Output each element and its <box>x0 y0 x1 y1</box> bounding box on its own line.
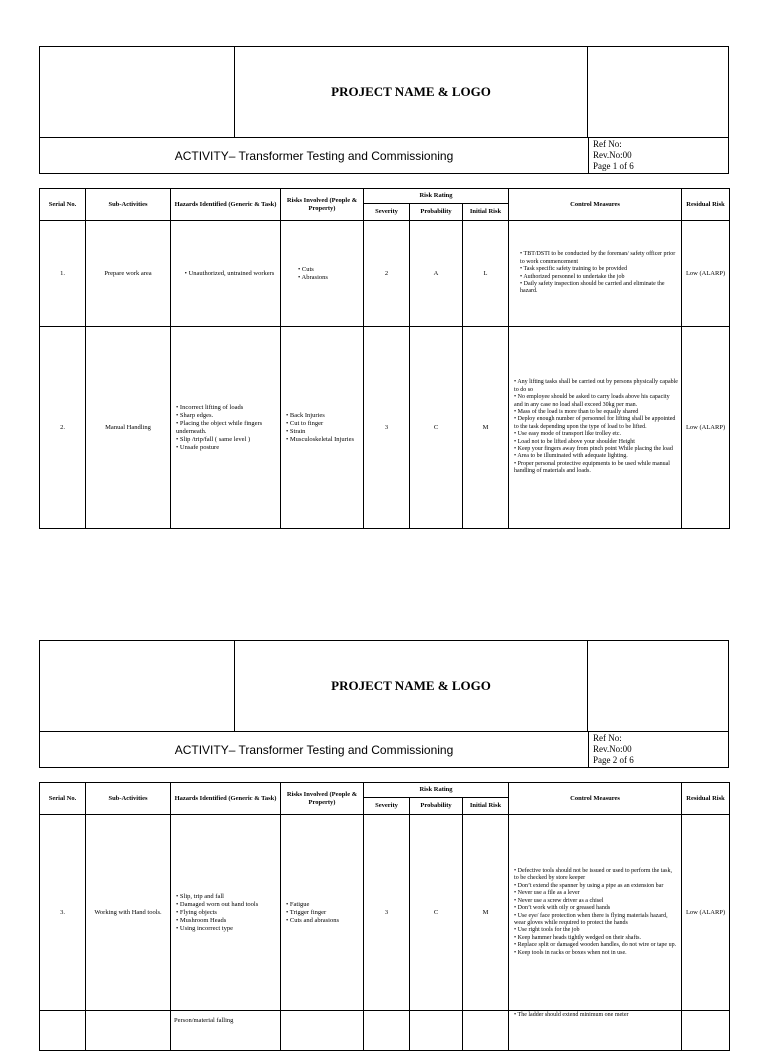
sub-activity-cell: Working with Hand tools. <box>86 815 171 1011</box>
ref-no: Ref No: <box>593 139 622 149</box>
document-header-page-2 <box>39 640 729 768</box>
col-sub-activities: Sub-Activities <box>86 783 171 815</box>
header-activity-band <box>40 732 728 767</box>
probability-cell: C <box>410 327 463 529</box>
header-title-band <box>40 641 728 732</box>
control-item: • Use easy mode of transport like trolley etc. <box>514 431 678 438</box>
control-item: • Keep your fingers away from pinch point While placing the load <box>514 446 678 453</box>
risk-item: • Musculoskeletal Injuries <box>286 436 360 444</box>
control-item: • No employee should be asked to carry loads above his capacity and in any case no load shall exceed 30kg per man. <box>514 394 678 409</box>
initial-risk-cell: M <box>463 815 509 1011</box>
page-number: Page 1 of 6 <box>593 161 634 171</box>
probability-cell: A <box>410 221 463 327</box>
severity-cell <box>364 1011 410 1051</box>
page-number: Page 2 of 6 <box>593 755 634 765</box>
probability-cell: C <box>410 815 463 1011</box>
risk-item: • Fatigue <box>286 901 360 909</box>
hazard-item: • Unauthorized, untrained workers <box>182 270 277 278</box>
logo-box-left <box>40 641 235 731</box>
col-serial: Serial No. <box>40 189 86 221</box>
initial-risk-cell: L <box>463 221 509 327</box>
col-control-measures: Control Measures <box>509 783 682 815</box>
header-title-band <box>40 47 728 138</box>
activity-title: ACTIVITY– Transformer Testing and Commissioning <box>174 742 454 757</box>
logo-box-left <box>40 47 235 137</box>
col-control-measures: Control Measures <box>509 189 682 221</box>
logo-box-right <box>587 47 728 137</box>
risks-cell <box>281 327 364 529</box>
control-item: • Mass of the load is more than to be equally shared <box>514 409 678 416</box>
ref-no: Ref No: <box>593 733 622 743</box>
col-risks: Risks Involved (People & Property) <box>281 783 364 815</box>
risks-cell <box>281 1011 364 1051</box>
risk-item: • Cuts <box>298 266 360 274</box>
col-sub-activities: Sub-Activities <box>86 189 171 221</box>
hazard-item: • Slip /trip/fall ( same level ) <box>176 436 277 444</box>
hazard-item: • Damaged worn out hand tools <box>176 901 277 909</box>
risk-assessment-table-page-2 <box>39 782 730 1051</box>
control-item: • Proper personal protective equipments to be used while manual handling of materials and loads. <box>514 461 678 476</box>
control-item: • Use right tools for the job <box>514 927 678 934</box>
hazard-item: • Unsafe posture <box>176 444 277 452</box>
sub-activity-cell: Prepare work area <box>86 221 171 327</box>
control-item: • Daily safety inspection should be carried and eliminate the hazard. <box>520 281 678 296</box>
control-item: • Replace split or damaged wooden handles, do not wire or tape up. <box>514 942 678 949</box>
rev-no: Rev.No:00 <box>593 744 632 754</box>
severity-cell: 3 <box>364 815 410 1011</box>
col-severity: Severity <box>364 798 410 815</box>
risk-item: • Cut to finger <box>286 420 360 428</box>
table-row <box>40 815 730 1011</box>
control-measures-cell <box>509 815 682 1011</box>
col-initial-risk: Initial Risk <box>463 204 509 221</box>
hazard-item: • Sharp edges. <box>176 412 277 420</box>
risk-item: • Strain <box>286 428 360 436</box>
hazards-cell <box>171 221 281 327</box>
col-risks: Risks Involved (People & Property) <box>281 189 364 221</box>
risks-cell <box>281 221 364 327</box>
risk-item: • Trigger finger <box>286 909 360 917</box>
col-probability: Probability <box>410 798 463 815</box>
serial-cell: 1. <box>40 221 86 327</box>
document-header-page-1 <box>39 46 729 174</box>
col-hazards: Hazards Identified (Generic & Task) <box>171 783 281 815</box>
reference-block <box>588 732 728 767</box>
project-title: PROJECT NAME & LOGO <box>331 678 491 693</box>
control-item: • Use eye/ face protection when there is flying materials hazard, wear gloves while required to protect the hands <box>514 913 678 928</box>
control-item: • Defective tools should not be issued or used to perform the task, to be checked by store keeper <box>514 868 678 883</box>
residual-risk-cell: Low (ALARP) <box>682 815 730 1011</box>
col-residual-risk: Residual Risk <box>682 189 730 221</box>
initial-risk-cell <box>463 1011 509 1051</box>
logo-box-right <box>587 641 728 731</box>
residual-risk-cell <box>682 1011 730 1051</box>
col-risk-rating: Risk Rating <box>364 783 509 798</box>
control-item: • Don’t work with oily or greased hands <box>514 905 678 912</box>
col-residual-risk: Residual Risk <box>682 783 730 815</box>
hazards-cell <box>171 815 281 1011</box>
control-item: • Any lifting tasks shall be carried out by persons physically capable to do so <box>514 379 678 394</box>
hazard-item: • Incorrect lifting of loads <box>176 404 277 412</box>
serial-cell: 3. <box>40 815 86 1011</box>
control-item: • TBT/DSTI to be conducted by the foreman/ safety officer prior to work commencement <box>520 251 678 266</box>
control-item: • Deploy enough number of personnel for lifting shall be appointed to the task depending upon the type of load to be lifted. <box>514 416 678 431</box>
control-item: • Load not to be lifted above your shoulder Height <box>514 439 678 446</box>
residual-risk-cell: Low (ALARP) <box>682 327 730 529</box>
hazard-item: • Using incorrect type <box>176 925 277 933</box>
hazard-item: • Flying objects <box>176 909 277 917</box>
severity-cell: 2 <box>364 221 410 327</box>
serial-cell <box>40 1011 86 1051</box>
control-item: • Task specific safety training to be provided <box>520 266 678 273</box>
sub-activity-cell <box>86 1011 171 1051</box>
reference-block <box>588 138 728 173</box>
risk-item: • Back Injuries <box>286 412 360 420</box>
col-serial: Serial No. <box>40 783 86 815</box>
hazard-item: • Placing the object while fingers underneath. <box>176 420 277 436</box>
hazard-item: • Slip, trip and fall <box>176 893 277 901</box>
control-item-partial: • The ladder should extend minimum one meter <box>514 1012 678 1019</box>
hazard-item-partial: Person/material falling <box>174 1017 234 1024</box>
col-severity: Severity <box>364 204 410 221</box>
initial-risk-cell: M <box>463 327 509 529</box>
residual-risk-cell: Low (ALARP) <box>682 221 730 327</box>
probability-cell <box>410 1011 463 1051</box>
col-probability: Probability <box>410 204 463 221</box>
hazards-cell <box>171 1011 281 1051</box>
risk-assessment-table-page-1 <box>39 188 730 529</box>
hazards-cell <box>171 327 281 529</box>
table-row <box>40 221 730 327</box>
col-initial-risk: Initial Risk <box>463 798 509 815</box>
control-item: • Authorized personnel to undertake the job <box>520 274 678 281</box>
control-measures-cell <box>509 1011 682 1051</box>
control-item: • Don’t extend the spanner by using a pipe as an extension bar <box>514 883 678 890</box>
col-hazards: Hazards Identified (Generic & Task) <box>171 189 281 221</box>
rev-no: Rev.No:00 <box>593 150 632 160</box>
hazard-item: • Mushroom Heads <box>176 917 277 925</box>
control-item: • Area to be illuminated with adequate lighting. <box>514 453 678 460</box>
table-row <box>40 327 730 529</box>
risks-cell <box>281 815 364 1011</box>
table-row <box>40 1011 730 1051</box>
sub-activity-cell: Manual Handling <box>86 327 171 529</box>
project-title: PROJECT NAME & LOGO <box>331 84 491 99</box>
risk-item: • Cuts and abrasions <box>286 917 360 925</box>
control-item: • Keep tools in racks or boxes when not in use. <box>514 950 678 957</box>
activity-title: ACTIVITY– Transformer Testing and Commissioning <box>174 148 454 163</box>
control-measures-cell <box>509 221 682 327</box>
risk-item: • Abrasions <box>298 274 360 282</box>
control-item: • Keep hammer heads tightly wedged on their shafts. <box>514 935 678 942</box>
serial-cell: 2. <box>40 327 86 529</box>
header-activity-band <box>40 138 728 173</box>
control-item: • Never use a file as a lever <box>514 890 678 897</box>
control-item: • Never use a screw driver as a chisel <box>514 898 678 905</box>
col-risk-rating: Risk Rating <box>364 189 509 204</box>
severity-cell: 3 <box>364 327 410 529</box>
control-measures-cell <box>509 327 682 529</box>
